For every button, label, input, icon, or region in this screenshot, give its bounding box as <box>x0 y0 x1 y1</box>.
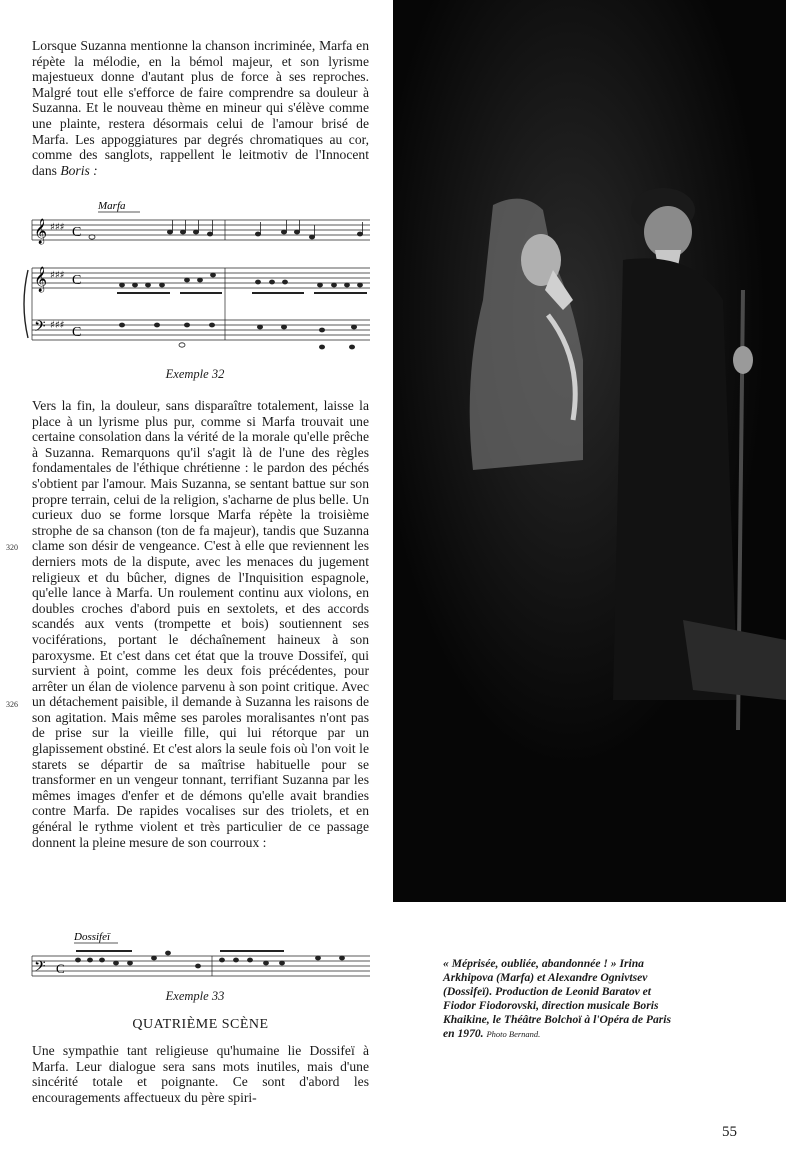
line-number-326: 326 <box>6 700 18 709</box>
voice-label-marfa: Marfa <box>98 200 126 212</box>
music-example-33 <box>22 928 372 983</box>
svg-text:♯♯♯: ♯♯♯ <box>50 270 65 281</box>
svg-text:𝄞: 𝄞 <box>34 219 48 244</box>
voice-label-dossifei: Dossifeï <box>74 931 111 943</box>
paragraph-2-text: Vers la fin, la douleur, sans disparaître totalement, laisse la place à un lyrisme plus pur, comme si Marfa trouvait une certaine consolation dans la vérité de la morale qu'elle prêche à Suzanna. Remarquons qu'il s'agit là de l'une des règles fondamentales de l'éthique chrétienne : le pardon des péchés s'obtient par l'amour. Mais Suzanna, se sentant battue sur son propre terrain, celui de la religion, s'acharne de plus belle. Un curieux duo se forme lorsque Marfa répète la troisième strophe de sa chanson (ton de fa majeur), tandis que Suzanna clame son désir de vengeance. C'est à elle que reviennent les derniers mots de la dispute, avec les menaces du jugement religieux et du bûcher, dignes de l'Inquisition espagnole, qu'elle lance à Marfa. Un roulement continu aux violons, en doubles croches d'abord puis en sextolets, et des accords scandés aux vents (trompette et bois) soutiennent ses vociférations, portant le déchaînement haineux à son paroxysme. Et c'est dans cet état que la trouve Dossifeï, qui survient à point, comme les deux fois précédentes, pour arrêter un élan de violence parvenu à son point critique. Avec un détachement paisible, il demande à Suzanna les raisons de son agitation. Mais même ses paroles moralisantes n'ont pas de prise sur la vieille fille, qui lui rétorque par un glapissement obstiné. Et c'est alors la seule fois où l'on voit le starets se départir de sa maîtrise habituelle pour se transformer en un vengeur tonnant, terrifiant Suzanna par les mêmes images d'enfer et de démons qu'elle avait brandies contre Marfa. De rapides vocalises sur des triolets, et en général le rythme violent et très particulier de ce passage donnent la pleine mesure de son courroux : <box>32 398 369 850</box>
page-number: 55 <box>722 1124 737 1140</box>
stage-photo <box>393 0 786 902</box>
paragraph-1-italic: Boris : <box>60 162 98 178</box>
music-example-32 <box>22 196 372 364</box>
svg-text:C: C <box>72 273 82 288</box>
svg-text:C: C <box>72 325 82 340</box>
svg-text:𝄢: 𝄢 <box>34 318 46 339</box>
photo-credit: Photo Bernand. <box>486 1029 541 1039</box>
photo-caption-text: « Méprisée, oubliée, abandonnée ! » Irina Arkhipova (Marfa) et Alexandre Ognivtsev (Dossifeï). Production de Leonid Baratov et Fiodor Fiodorovski, direction musicale Boris Khaikine, le Théâtre Bolchoï à l'Opéra de Paris en 1970. <box>443 957 672 1040</box>
paragraph-2 <box>32 398 369 850</box>
example-33-caption: Exemple 33 <box>165 989 225 1003</box>
svg-text:C: C <box>56 961 65 976</box>
paragraph-1-text: Lorsque Suzanna mentionne la chanson incriminée, Marfa en répète la mélodie, en la bémol majeur, et son lyrisme majestueux donne d'autant plus de force à ses reproches. Malgré tout elle s'efforce de faire comprendre sa douleur à Suzanna. Et le nouveau thème en mineur qui s'élève comme une plainte, restera désormais celui de l'amour brisé de Marfa. Les appoggiatures par degrés chromatiques au cor, comme des sanglots, rappellent le leitmotiv de l'Innocent dans <box>32 38 369 178</box>
line-number-320: 320 <box>6 543 18 552</box>
svg-text:𝄞: 𝄞 <box>34 267 48 292</box>
example-32-caption: Exemple 32 <box>165 367 225 381</box>
scene-title: QUATRIÈME SCÈNE <box>132 1017 269 1032</box>
svg-text:♯♯♯: ♯♯♯ <box>50 320 65 331</box>
stage-photo-illustration <box>393 0 786 902</box>
photo-caption <box>443 957 683 1041</box>
paragraph-3 <box>32 1043 369 1105</box>
svg-text:𝄢: 𝄢 <box>34 958 46 979</box>
svg-text:♯♯♯: ♯♯♯ <box>50 222 65 233</box>
paragraph-1 <box>32 38 369 178</box>
svg-text:C: C <box>72 225 82 240</box>
paragraph-3-text: Une sympathie tant religieuse qu'humaine lie Dossifeï à Marfa. Leur dialogue sera sans mots inutiles, mais d'une sincérité totale et poignante. Ce sont d'abord les encouragements affectueux du père spiri- <box>32 1043 369 1105</box>
